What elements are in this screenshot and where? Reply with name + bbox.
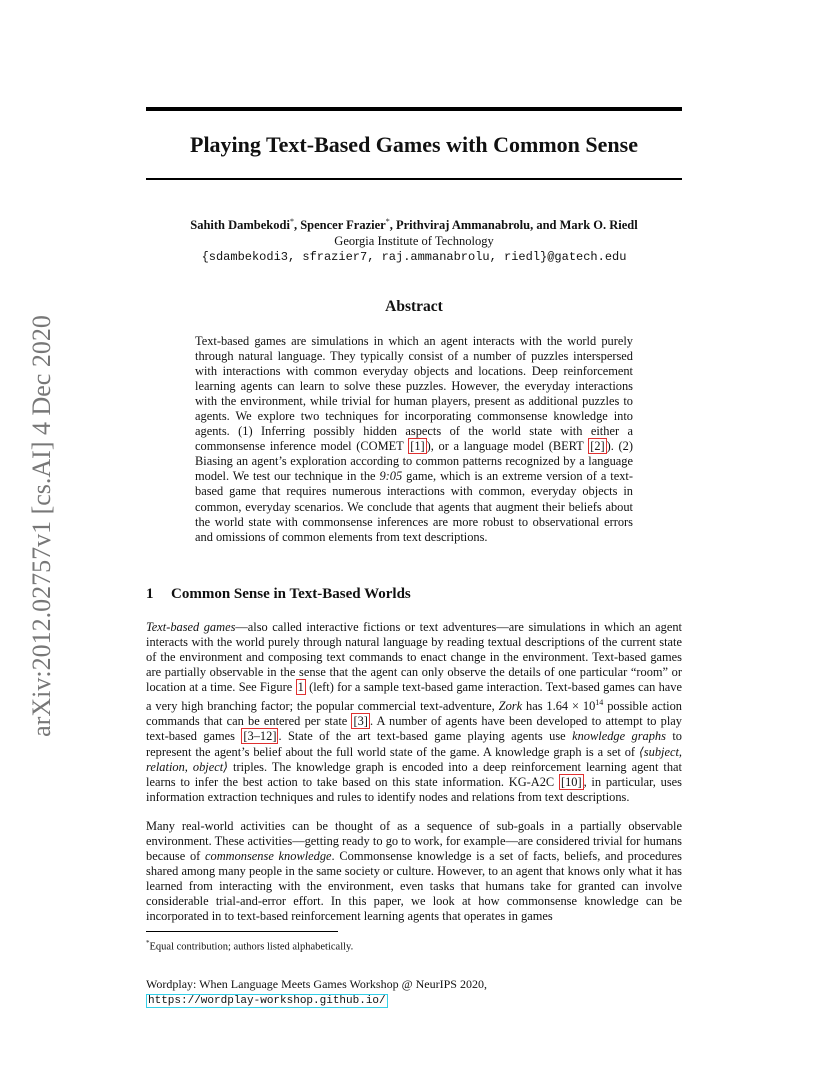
text-run: ). (2) Biasing an agent’s exploration according to common patterns recognized by a language model. We test our technique in the (195, 439, 633, 484)
section-title: Common Sense in Text-Based Worlds (171, 586, 411, 602)
game-name: Zork (498, 699, 523, 714)
text-run: has (522, 699, 547, 714)
citation-link[interactable]: [3–12] (243, 729, 277, 744)
section-number: 1 (146, 586, 154, 602)
footnote-mark: * (146, 939, 150, 947)
text-run: , in particular, uses information extraction techniques and rules to identify nodes and relations from text descriptions. (146, 774, 682, 804)
figure-link[interactable]: 1 (297, 680, 304, 695)
math-number: 1.64 × 10 (546, 699, 596, 714)
venue-note (146, 977, 487, 1009)
equal-contrib-mark: * (385, 217, 390, 226)
text-run: to represent the agent’s belief about the full world state of the game. A knowledge graph is a set of (146, 729, 682, 759)
text-run: Text-based games are simulations in which an agent interacts with the world purely through natural language. They typically consist of a number of puzzles interspersed with interactions with common everyday objects and locations. Deep reinforcement learning agents can learn to solve these puzzles. However, the everyday interactions with the environment, while trivial for human players, present as additional puzzles to agents. We explore two techniques for incorporating commonsense knowledge into agents. (1) Inferring possibly hidden aspects of the world state with either a commonsense inference model (COMET (195, 334, 633, 454)
author-name: , Prithviraj Ammanabrolu, and Mark O. Riedl (389, 218, 638, 233)
section-heading (146, 586, 411, 603)
text-run: game, which is an extreme version of a text-based game that requires numerous interactions with common, everyday objects in common, everyday scenarios. We conclude that agents that augment their beliefs about the world state with commonsense inferences are more robust to observational errors and omissions of common elements from text descriptions. (195, 469, 633, 544)
text-run: (left) for a sample text-based game interaction. Text-based games can have a very high branching factor; the popular commercial text-adventure, (146, 680, 682, 714)
title-top-rule (146, 107, 682, 111)
text-run: . Commonsense knowledge is a set of facts, beliefs, and procedures shared among many people in the same society or culture. However, to an agent that knows only what it has learned from interacting with the environment, even tasks that humans take for granted can involve considerable trial-and-error effort. In this paper, we look at how commonsense knowledge can be incorporated in to text-based reinforcement learning agents that operates in games (146, 849, 682, 924)
abstract-heading: Abstract (385, 298, 443, 315)
text-run: ), or a language model (BERT (426, 439, 589, 454)
body-paragraph (146, 620, 682, 805)
author-name: Sahith Dambekodi (190, 218, 290, 233)
footnote (146, 936, 353, 955)
footnote-rule (146, 931, 338, 932)
author-names (146, 214, 682, 233)
emphasis: commonsense knowledge (205, 849, 332, 864)
emphasis: knowledge graphs (572, 729, 666, 744)
arxiv-stamp-container (20, 296, 64, 756)
equal-contrib-mark: * (289, 217, 294, 226)
abstract-text (195, 334, 633, 545)
author-name: , Spencer Frazier (293, 218, 386, 233)
citation-link[interactable]: [3] (353, 714, 368, 729)
emphasis: Text-based games (146, 620, 236, 634)
title-bottom-rule (146, 178, 682, 180)
arxiv-stamp: arXiv:2012.02757v1 [cs.AI] 4 Dec 2020 (27, 315, 56, 737)
text-run: . State of the art text-based game playing agents use (278, 729, 573, 744)
text-run: . A number of agents have been developed to attempt to play text-based games (146, 714, 683, 744)
text-run: Many real-world activities can be thought of as a sequence of sub-goals in a partially observable environment. These activities—getting ready to go to work, for example—are considered trivial for humans because of (146, 819, 682, 864)
footnote-text: Equal contribution; authors listed alphabetically. (149, 941, 354, 953)
author-block (146, 214, 682, 265)
citation-link[interactable]: [10] (560, 774, 582, 789)
affiliation: Georgia Institute of Technology (334, 234, 494, 249)
workshop-url-link[interactable]: https://wordplay-workshop.github.io/ (148, 995, 386, 1007)
author-emails: {sdambekodi3, sfrazier7, raj.ammanabrolu, riedl}@gatech.edu (201, 250, 627, 265)
text-run: —also called interactive fictions or text adventures—are simulations in which an agent interacts with the world purely through natural language by reading textual descriptions of the current state of the environment and composing text commands to enact change in the environment. Text-based games are partially observable in the sense that the agent can only observe the details of one particular “room” or location at a time. See Figure (146, 620, 682, 695)
citation-link[interactable]: [2] (590, 439, 605, 454)
paper-title: Playing Text-Based Games with Common Sense (190, 132, 638, 157)
body-paragraph (146, 819, 682, 924)
citation-link[interactable]: [1] (410, 439, 425, 454)
math-exponent: 14 (595, 698, 604, 708)
math-triple: ⟨subject, relation, object⟩ (146, 744, 682, 774)
game-name: 9:05 (379, 469, 403, 484)
text-run: possible action commands that can be entered per state (146, 699, 682, 729)
venue-line: Wordplay: When Language Meets Games Workshop @ NeurIPS 2020, (146, 977, 487, 991)
text-run: triples. The knowledge graph is encoded into a deep reinforcement learning agent that learns to infer the best action to take based on this state information. KG-A2C (146, 759, 682, 789)
